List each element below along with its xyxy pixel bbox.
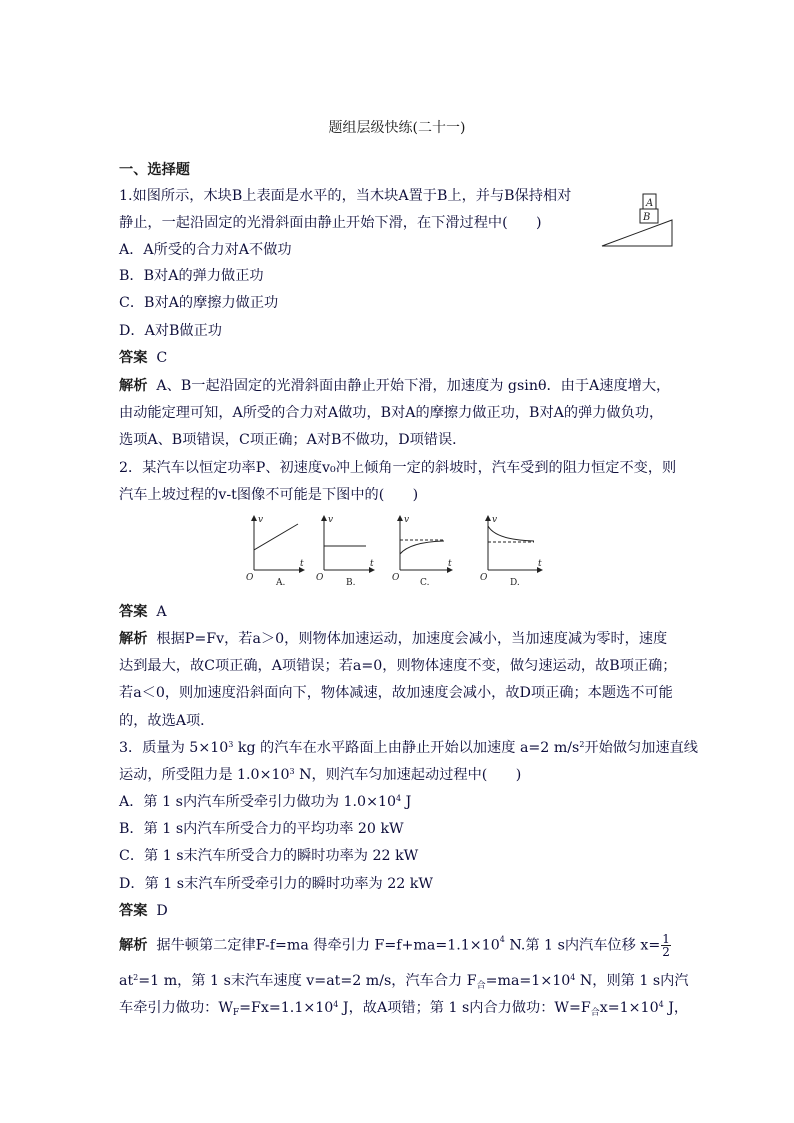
q1-incline-figure <box>598 192 680 250</box>
q2-analysis-line1 <box>119 629 667 649</box>
q1-stem-line1: 1.如图所示，木块B上表面是水平的，当木块A置于B上，并与B保持相对 <box>119 188 572 204</box>
q1-analysis-line1 <box>119 376 670 396</box>
q1-option-a: A．A所受的合力对A不做功 <box>119 242 292 258</box>
graph-c-label: C. <box>420 578 430 588</box>
q3-analysis-line1: 解析 据牛顿第二定律F-f=ma 得牵引力 $F=f+ma=1.1\times 10^4$ N.第 1 s内汽车位移 x= $\frac{1}{2}$ <box>119 932 670 959</box>
page-title: 题组层级快练(二十一) <box>328 120 466 136</box>
graph-b-xlabel: t <box>370 559 374 569</box>
q1-stem-line2: 静止，一起沿固定的光滑斜面由静止开始下滑，在下滑过程中( ) <box>119 215 542 231</box>
q2-stem-line2: 汽车上坡过程的v-t图像不可能是下图中的( ) <box>119 487 419 503</box>
analysis-label: 解析 <box>119 937 148 954</box>
graph-d-xlabel: t <box>538 559 542 569</box>
answer-value: A <box>156 604 167 620</box>
answer-value: C <box>156 350 168 366</box>
graph-a <box>246 515 304 588</box>
q2-stem-line1: 2．某汽车以恒定功率P、初速度v₀冲上倾角一定的斜坡时，汽车受到的阻力恒定不变，则 <box>119 460 677 476</box>
q2-vt-graphs <box>240 510 550 590</box>
q3-option-a: A．第 1 s内汽车所受牵引力做功为 $1.0\times 10^4$ J <box>119 794 412 810</box>
block-a-label: A <box>646 198 654 209</box>
analysis-text: A、B一起沿固定的光滑斜面由静止开始下滑，加速度为 gsinθ．由于A速度增大， <box>156 378 671 394</box>
q3-stem-line1: 3．质量为 $5\times 10^3$ kg 的汽车在水平路面上由静止开始以加速度 a=2 $m/s^2$开始做匀加速直线 <box>119 740 698 756</box>
q1-option-d: D．A对B做正功 <box>119 323 222 339</box>
graph-a-label: A. <box>276 578 286 588</box>
q3-stem-line2: 运动，所受阻力是 $1.0\times 10^3$ N，则汽车匀加速起动过程中( ) <box>119 767 522 783</box>
graph-b <box>316 515 374 588</box>
graph-c-xlabel: t <box>448 559 452 569</box>
answer-value: D <box>156 903 168 919</box>
analysis-label: 解析 <box>119 378 148 394</box>
q1-analysis-line3: 选项A、B项错误，C项正确；A对B不做功，D项错误． <box>119 432 467 448</box>
q3-option-b: B．第 1 s内汽车所受合力的平均功率 20 kW <box>119 821 404 837</box>
graph-a-origin: O <box>246 573 254 583</box>
graph-d-label: D. <box>510 578 520 588</box>
graph-b-ylabel: v <box>328 515 334 525</box>
q3-option-c: C．第 1 s末汽车所受合力的瞬时功率为 22 kW <box>119 848 419 864</box>
answer-label: 答案 <box>119 350 148 366</box>
graph-b-label: B. <box>346 578 356 588</box>
answer-label: 答案 <box>119 903 148 919</box>
q2-answer <box>119 602 167 622</box>
graph-c-origin: O <box>392 573 400 583</box>
block-b-label: B <box>643 212 651 223</box>
q2-analysis-line3: 若a＜0，则加速度沿斜面向下，物体减速，故加速度会减小，故D项正确；本题选不可能 <box>119 685 673 701</box>
graph-c-ylabel: v <box>404 515 410 525</box>
analysis-text: 根据P=Fv，若a＞0，则物体加速运动，加速度会减小，当加速度减为零时，速度 <box>156 631 668 647</box>
graph-b-origin: O <box>316 573 324 583</box>
answer-label: 答案 <box>119 604 148 620</box>
q1-analysis-line2: 由动能定理可知，A所受的合力对A做功，B对A的摩擦力做正功，B对A的弹力做负功， <box>119 405 664 421</box>
section-heading: 一、选择题 <box>119 162 190 178</box>
q1-option-b: B．B对A的弹力做正功 <box>119 268 264 284</box>
analysis-label: 解析 <box>119 631 148 647</box>
q3-analysis-line3: 车牵引力做功：$W_F=Fx=1.1\times 10^4$ J，故A项错；第 1 s内合力做功：$W=F_合x=1\times 10^4$ J， <box>119 1000 689 1018</box>
q3-analysis-line2: $at^2=1$ m，第 1 s末汽车速度 v=at=2 m/s，汽车合力 $F_合=ma=1\times 10^4$ N，则第 1 s内汽 <box>119 973 689 991</box>
graph-d-ylabel: v <box>492 515 498 525</box>
q2-analysis-line4: 的，故选A项． <box>119 713 215 729</box>
graph-d <box>480 515 542 588</box>
q3-answer <box>119 901 168 921</box>
graph-a-ylabel: v <box>258 515 264 525</box>
q2-analysis-line2: 达到最大，故C项正确，A项错误；若a=0，则物体速度不变，做匀速运动，故B项正确； <box>119 658 677 674</box>
q3-option-d: D．第 1 s末汽车所受牵引力的瞬时功率为 22 kW <box>119 876 433 892</box>
graph-d-origin: O <box>480 573 488 583</box>
q1-option-c: C．B对A的摩擦力做正功 <box>119 295 279 311</box>
graph-a-xlabel: t <box>300 559 304 569</box>
q1-answer <box>119 348 167 368</box>
fraction-half: $\frac{1}{2}$ <box>662 932 670 959</box>
graph-c <box>392 515 452 588</box>
